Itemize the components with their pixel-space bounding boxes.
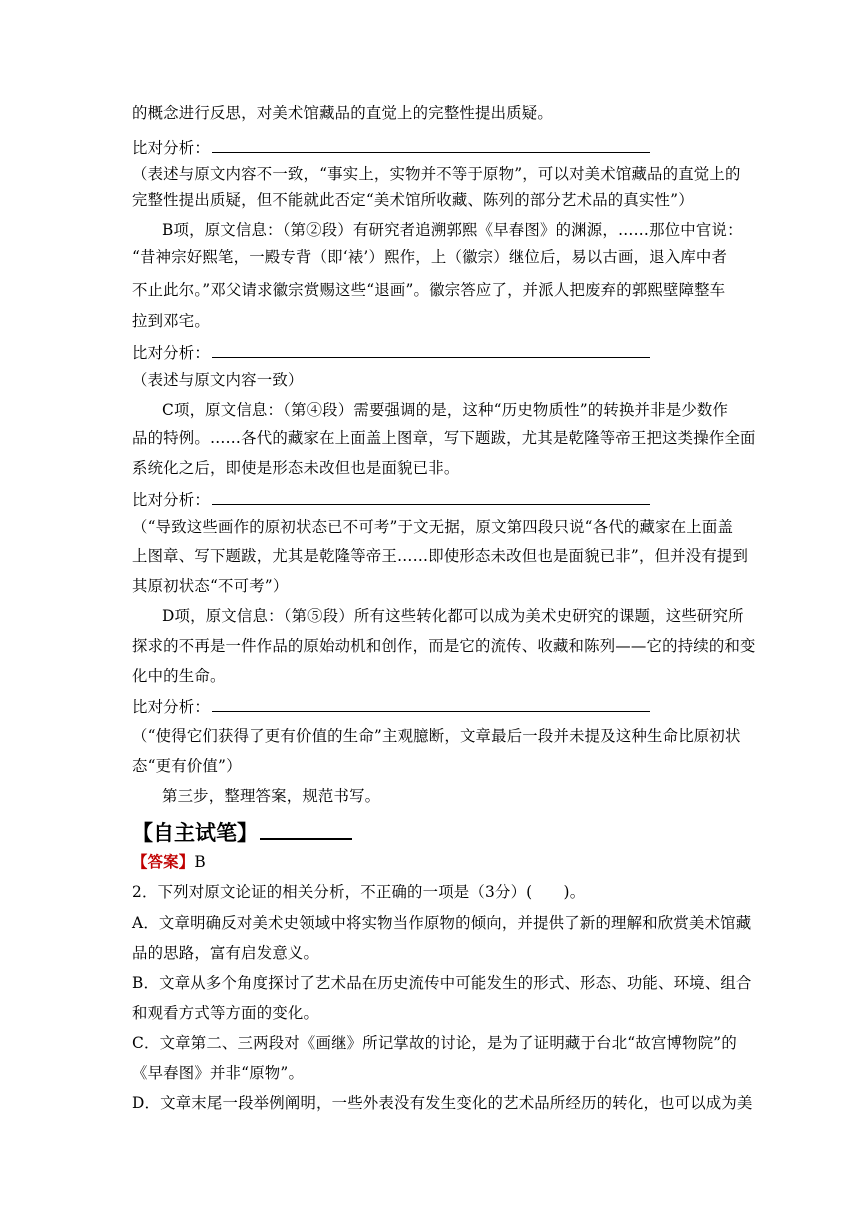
text-line: 其原初状态“不可考”） xyxy=(132,577,289,595)
option-line: B．文章从多个角度探讨了艺术品在历史流传中可能发生的形式、形态、功能、环境、组合 xyxy=(132,974,752,992)
option-line: D．文章末尾一段举例阐明，一些外表没有发生变化的艺术品所经历的转化，也可以成为美 xyxy=(132,1094,753,1112)
option-line: 《早春图》并非“原物”。 xyxy=(132,1064,305,1082)
text-line: 的概念进行反思，对美术馆藏品的直觉上的完整性提出质疑。 xyxy=(132,104,553,122)
analysis-label: 比对分析： xyxy=(132,491,210,509)
text-line: 化中的生命。 xyxy=(132,667,226,685)
analysis-label: 比对分析： xyxy=(132,344,210,362)
heading-blank[interactable] xyxy=(260,818,352,840)
text-line: （“使得它们获得了更有价值的生命”主观臆断，文章最后一段并未提及这种生命比原初状 xyxy=(132,727,741,745)
text-line: D项，原文信息：（第⑤段）所有这些转化都可以成为美术史研究的课题，这些研究所 xyxy=(162,607,744,625)
question-stem: 2．下列对原文论证的相关分析，不正确的一项是（3分）( )。 xyxy=(132,883,586,901)
text-line: “昔神宗好熙笔，一殿专背（即‘裱’）熙作，上（徽宗）继位后，易以古画，退入库中者 xyxy=(132,248,728,266)
text-line: （表述与原文内容一致） xyxy=(132,371,304,389)
section-heading xyxy=(132,818,352,847)
text-line: （“导致这些画作的原初状态已不可考”于文无据，原文第四段只说“各代的藏家在上面盖 xyxy=(132,518,734,536)
option-line: 品的思路，富有启发意义。 xyxy=(132,944,320,962)
answer-blank[interactable] xyxy=(212,342,650,358)
text-line: （表述与原文内容不一致，“事实上，实物并不等于原物”，可以对美术馆藏品的直觉上的 xyxy=(132,165,741,183)
text-line: 第三步，整理答案，规范书写。 xyxy=(162,787,381,805)
text-line: C项，原文信息：（第④段）需要强调的是，这种“历史物质性”的转换并非是少数作 xyxy=(162,401,729,419)
text-line: 系统化之后，即使是形态未改但也是面貌已非。 xyxy=(132,459,460,477)
text-line: 拉到邓宅。 xyxy=(132,312,210,330)
answer-value: B xyxy=(194,853,206,871)
text-line: 态“更有价值”） xyxy=(132,757,242,775)
text-line: 探求的不再是一件作品的原始动机和创作，而是它的流传、收藏和陈列——它的持续的和变 xyxy=(132,637,756,655)
analysis-line xyxy=(132,696,737,717)
answer-blank[interactable] xyxy=(212,489,650,505)
analysis-label: 比对分析： xyxy=(132,698,210,716)
text-line: 品的特例。……各代的藏家在上面盖上图章，写下题跋，尤其是乾隆等帝王把这类操作全面 xyxy=(132,429,756,447)
text-line: B项，原文信息：（第②段）有研究者追溯郭熙《早春图》的渊源，……那位中官说： xyxy=(162,221,743,239)
answer-blank[interactable] xyxy=(212,137,650,153)
answer-tag: 【答案】 xyxy=(132,853,195,871)
option-line: A．文章明确反对美术史领域中将实物当作原物的倾向，并提供了新的理解和欣赏美术馆藏 xyxy=(132,914,752,932)
section-heading-text: 【自主试笔】 xyxy=(132,821,258,845)
analysis-line xyxy=(132,342,737,363)
option-line: C．文章第二、三两段对《画继》所记掌故的讨论，是为了证明藏于台北“故宫博物院”的 xyxy=(132,1034,737,1052)
text-line: 完整性提出质疑，但不能就此否定“美术馆所收藏、陈列的部分艺术品的真实性”） xyxy=(132,191,694,209)
text-line: 上图章、写下题跋，尤其是乾隆等帝王……即使形态未改但也是面貌已非”，但并没有提到 xyxy=(132,547,749,565)
analysis-label: 比对分析： xyxy=(132,139,210,157)
text-line: 不止此尔。”邓父请求徽宗赏赐这些“退画”。徽宗答应了，并派人把废弃的郭熙壁障整车 xyxy=(132,281,726,299)
answer-line xyxy=(132,852,737,872)
option-line: 和观看方式等方面的变化。 xyxy=(132,1004,320,1022)
analysis-line xyxy=(132,137,737,158)
analysis-line xyxy=(132,489,737,510)
answer-blank[interactable] xyxy=(212,696,650,712)
